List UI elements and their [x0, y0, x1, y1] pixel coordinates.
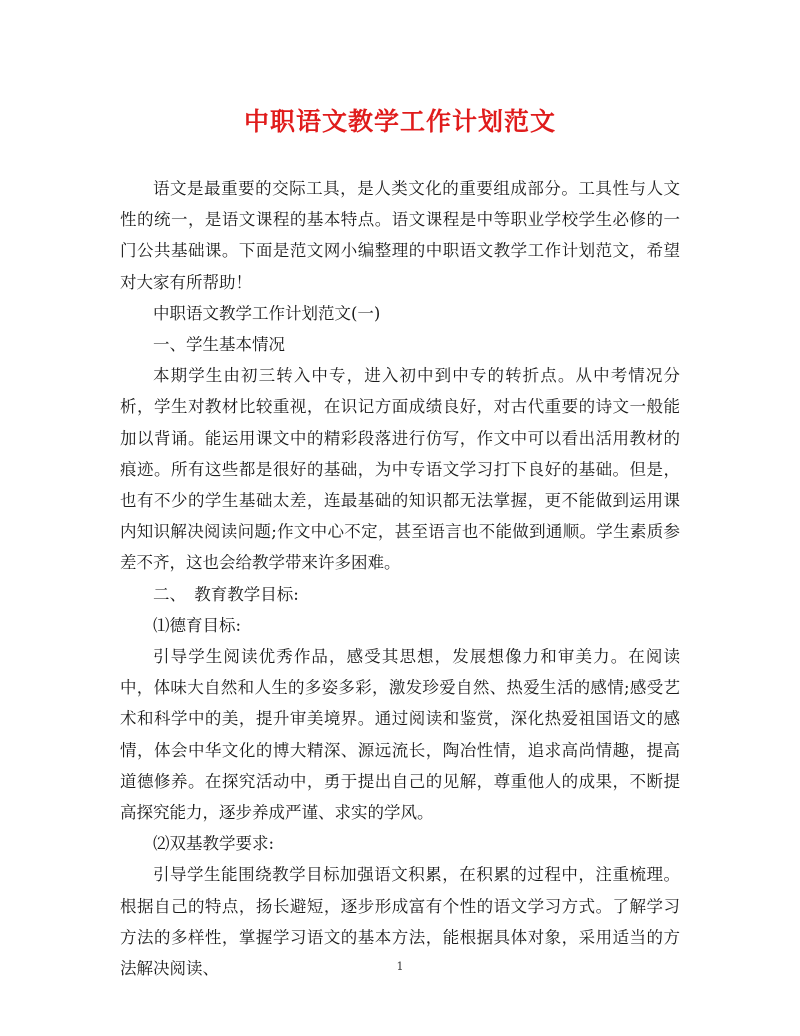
page-number: 1 [396, 960, 404, 973]
subheading-basic-requirements: ⑵双基教学要求: [153, 834, 275, 854]
paragraph-intro: 语文是最重要的交际工具，是人类文化的重要组成部分。工具性与人文性的统一，是语文课程的基本特点。语文课程是中等职业学校学生必修的一门公共基础课。下面是范文网小编整理的中职语文教学工作计划范文，希望对大家有所帮助！ [120, 179, 680, 292]
subheading-goals: 二、 教育教学目标: [153, 584, 299, 604]
paragraph-students: 本期学生由初三转入中专，进入初中到中专的转折点。从中考情况分析，学生对教材比较重视，在识记方面成绩良好，对古代重要的诗文一般能加以背诵。能运用课文中的精彩段落进行仿写，作文中可以看出活用教材的痕迹。所有这些都是很好的基础，为中专语文学习打下良好的基础。但是，也有不少的学生基础太差，连最基础的知识都无法掌握，更不能做到运用课内知识解决阅读问题;作文中心不定，甚至语言也不能做到通顺。学生素质参差不齐，这也会给教学带来许多困难。 [120, 366, 680, 573]
section-heading: 中职语文教学工作计划范文(一) [153, 303, 381, 323]
paragraph-moral-goals: 引导学生阅读优秀作品，感受其思想，发展想像力和审美力。在阅读中，体味大自然和人生的多姿多彩，激发珍爱自然、热爱生活的感情;感受艺术和科学中的美，提升审美境界。通过阅读和鉴赏，深化热爱祖国语文的感情，体会中华文化的博大精深、源远流长，陶冶性情，追求高尚情趣，提高道德修养。在探究活动中，勇于提出自己的见解，尊重他人的成果，不断提高探究能力，逐步养成严谨、求实的学风。 [120, 647, 680, 823]
subheading-moral-goals: ⑴德育目标: [153, 615, 242, 635]
document-title: 中职语文教学工作计划范文 [243, 107, 556, 136]
paragraph-basic-requirements: 引导学生能围绕教学目标加强语文积累，在积累的过程中，注重梳理。根据自己的特点，扬长避短，逐步形成富有个性的语文学习方式。了解学习方法的多样性，掌握学习语文的基本方法，能根据具体对象，采用适当的方法解决阅读、 [120, 865, 680, 979]
document-body [120, 173, 680, 984]
subheading-students: 一、学生基本情况 [153, 335, 285, 355]
